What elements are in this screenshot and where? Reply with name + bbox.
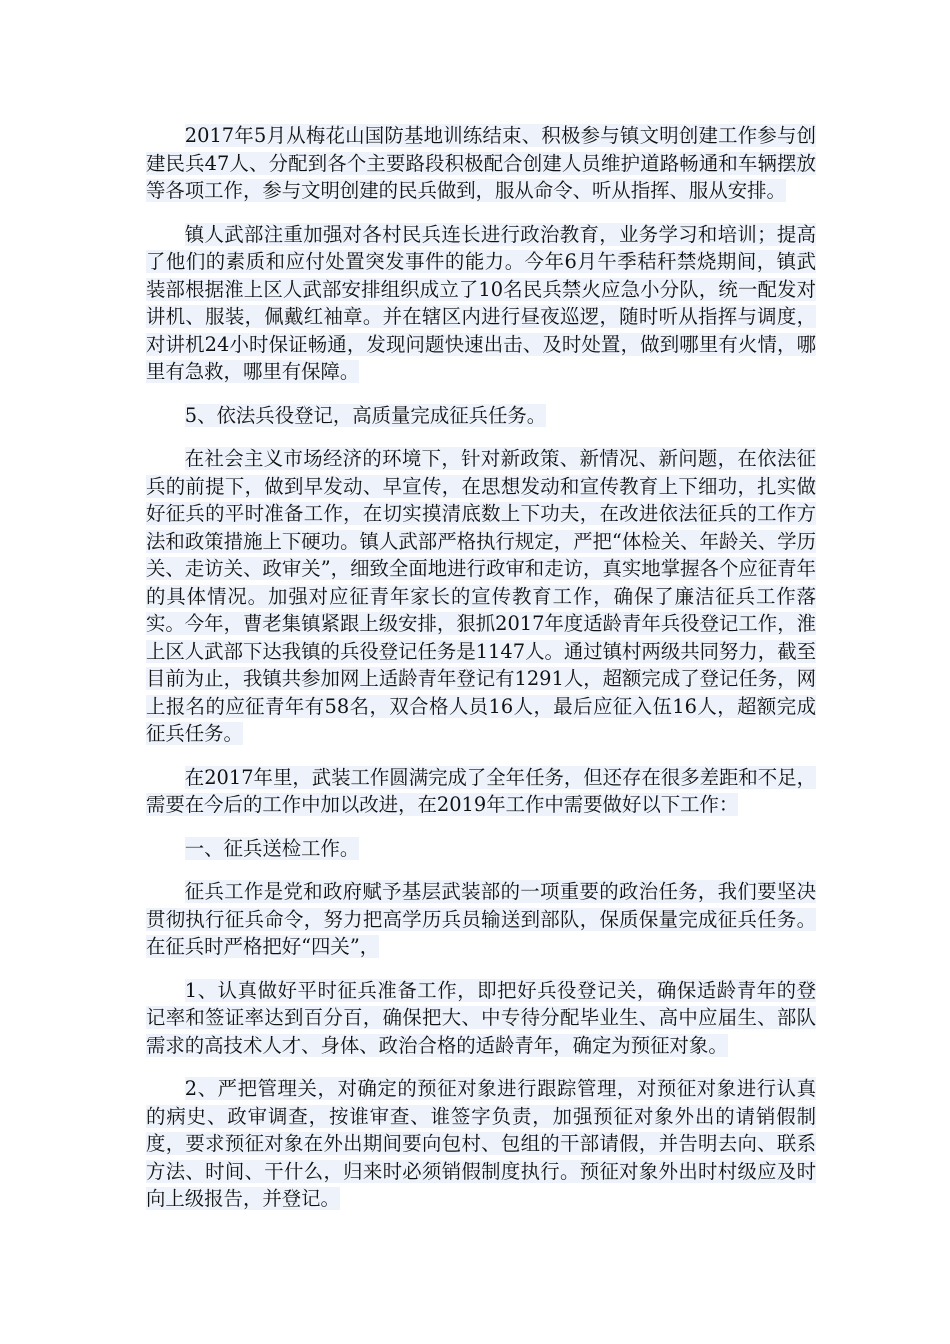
paragraph-8 <box>146 977 816 1060</box>
paragraph-9 <box>146 1075 816 1213</box>
paragraph-4 <box>146 445 816 748</box>
paragraph-1-text: 2017年5月从梅花山国防基地训练结束、积极参与镇文明创建工作参与创建民兵47人、分配到各个主要路段积极配合创建人员维护道路畅通和车辆摆放等各项工作，参与文明创建的民兵做到，服从命令、听从指挥、服从安排。 <box>146 124 816 202</box>
paragraph-5 <box>146 764 816 819</box>
paragraph-7 <box>146 878 816 961</box>
paragraph-2-text: 镇人武部注重加强对各村民兵连长进行政治教育，业务学习和培训；提高了他们的素质和应付处置突发事件的能力。今年6月午季秸秆禁烧期间，镇武装部根据淮上区人武部安排组织成立了10名民兵禁火应急小分队，统一配发对讲机、服装，佩戴红袖章。并在辖区内进行昼夜巡逻，随时听从指挥与调度，对讲机24小时保证畅通，发现问题快速出击、及时处置，做到哪里有火情，哪里有急救，哪里有保障。 <box>146 222 816 383</box>
paragraph-2 <box>146 221 816 386</box>
document-body <box>146 122 816 1229</box>
paragraph-8-text: 1、认真做好平时征兵准备工作，即把好兵役登记关，确保适龄青年的登记率和签证率达到百分百，确保把大、中专待分配毕业生、高中应届生、部队需求的高技术人才、身体、政治合格的适龄青年，确定为预征对象。 <box>146 978 816 1057</box>
paragraph-6-text: 一、征兵送检工作。 <box>184 836 360 860</box>
paragraph-6-heading <box>146 835 816 863</box>
paragraph-3-heading <box>146 402 816 430</box>
paragraph-5-text: 在2017年里，武装工作圆满完成了全年任务，但还存在很多差距和不足，需要在今后的工作中加以改进，在2019年工作中需要做好以下工作： <box>146 765 816 816</box>
paragraph-1 <box>146 122 816 205</box>
paragraph-9-text: 2、严把管理关，对确定的预征对象进行跟踪管理，对预征对象进行认真的病史、政审调查，按谁审查、谁签字负责，加强预征对象外出的请销假制度，要求预征对象在外出期间要向包村、包组的干部请假，并告明去向、联系方法、时间、干什么，归来时必须销假制度执行。预征对象外出时村级应及时向上级报告，并登记。 <box>146 1077 816 1210</box>
paragraph-3-text: 5、依法兵役登记，高质量完成征兵任务。 <box>184 403 547 427</box>
paragraph-4-text: 在社会主义市场经济的环境下，针对新政策、新情况、新问题，在依法征兵的前提下，做到早发动、早宣传，在思想发动和宣传教育上下细功，扎实做好征兵的平时准备工作，在切实摸清底数上下功夫，在改进依法征兵的工作方法和政策措施上下硬功。镇人武部严格执行规定，严把“体检关、年龄关、学历关、走访关、政审关”，细致全面地进行政审和走访，真实地掌握各个应征青年的具体情况。加强对应征青年家长的宣传教育工作，确保了廉洁征兵工作落实。今年，曹老集镇紧跟上级安排，狠抓2017年度适龄青年兵役登记工作，淮上区人武部下达我镇的兵役登记任务是1147人。通过镇村两级共同努力，截至目前为止，我镇共参加网上适龄青年登记有1291人，超额完成了登记任务，网上报名的应征青年有58名，双合格人员16人，最后应征入伍16人，超额完成征兵任务。 <box>146 447 816 745</box>
paragraph-7-text: 征兵工作是党和政府赋予基层武装部的一项重要的政治任务，我们要坚决贯彻执行征兵命令，努力把高学历兵员输送到部队，保质保量完成征兵任务。在征兵时严格把好“四关”， <box>146 880 816 958</box>
